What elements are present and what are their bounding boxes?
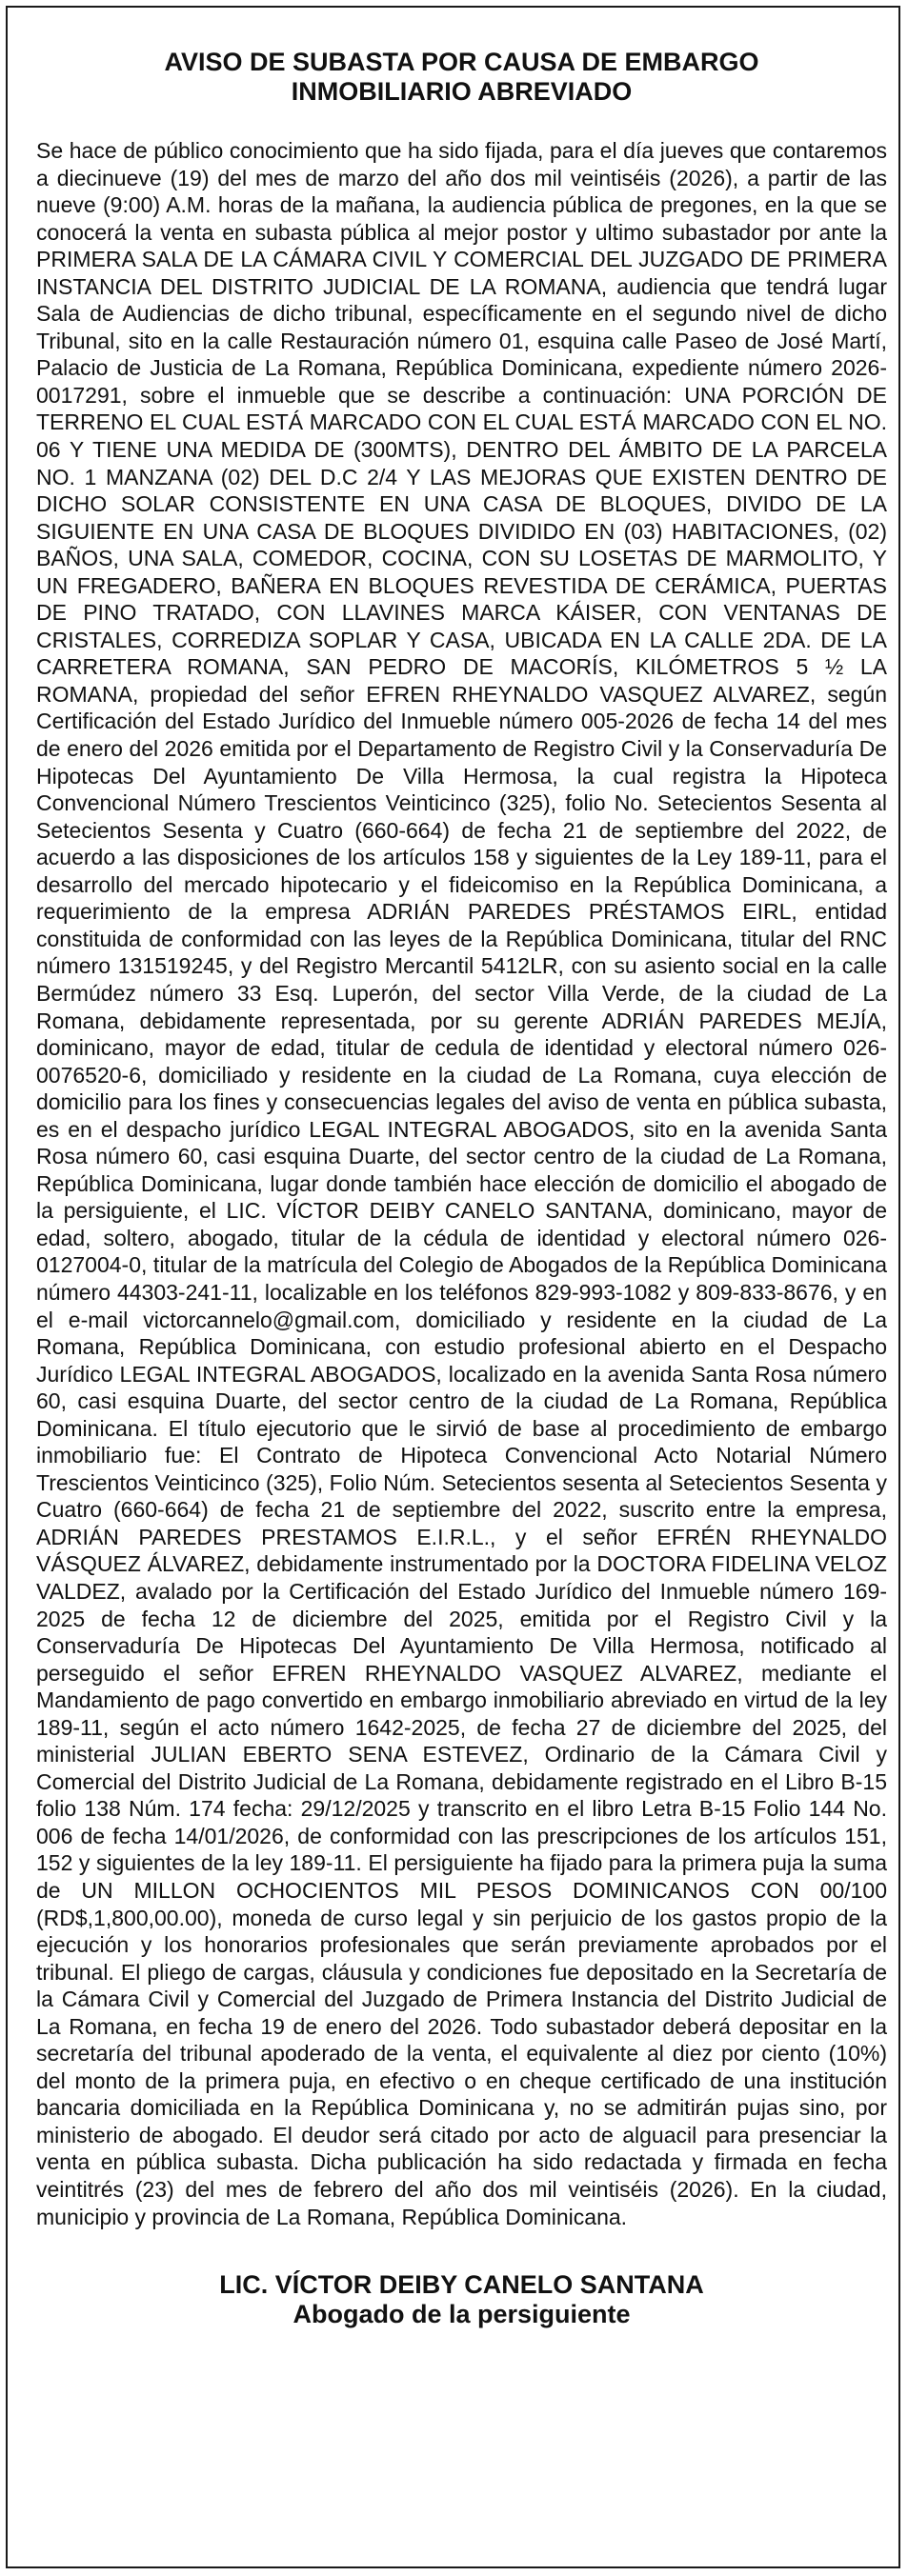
auction-notice: [36, 48, 887, 2329]
notice-title-line1: AVISO DE SUBASTA POR CAUSA DE EMBARGO: [164, 48, 759, 76]
notice-body: Se hace de público conocimiento que ha sido fijada, para el día jueves que contaremos a diecinueve (19) del mes de marzo del año dos mil veintiséis (2026), a partir de las nueve (9:00) A.M. horas de la mañana, la audiencia pública de pregones, en la que se conocerá la venta en subasta pública al mejor postor y ultimo subastador por ante la PRIMERA SALA DE LA CÁMARA CIVIL Y COMERCIAL DEL JUZGADO DE PRIMERA INSTANCIA DEL DISTRITO JUDICIAL DE LA ROMANA, audiencia que tendrá lugar Sala de Audiencias de dicho tribunal, específicamente en el segundo nivel de dicho Tribunal, sito en la calle Restauración número 01, esquina calle Paseo de José Martí, Palacio de Justicia de La Romana, República Dominicana, expediente número 2026-0017291, sobre el inmueble que se describe a continuación: UNA PORCIÓN DE TERRENO EL CUAL ESTÁ MARCADO CON EL CUAL ESTÁ MARCADO CON EL NO. 06 Y TIENE UNA MEDIDA DE (300MTS), DENTRO DEL ÁMBITO DE LA PARCELA NO. 1 MANZANA (02) DEL D.C 2/4 Y LAS MEJORAS QUE EXISTEN DENTRO DE DICHO SOLAR CONSISTENTE EN UNA CASA DE BLOQUES, DIVIDO DE LA SIGUIENTE EN UNA CASA DE BLOQUES DIVIDIDO EN (03) HABITACIONES, (02) BAÑOS, UNA SALA, COMEDOR, COCINA, CON SU LOSETAS DE MARMOLITO, Y UN FREGADERO, BAÑERA EN BLOQUES REVESTIDA DE CERÁMICA, PUERTAS DE PINO TRATADO, CON LLAVINES MARCA KÁISER, CON VENTANAS DE CRISTALES, CORREDIZA SOPLAR Y CASA, UBICADA EN LA CALLE 2DA. DE LA CARRETERA ROMANA, SAN PEDRO DE MACORÍS, KILÓMETROS 5 ½ LA ROMANA, propiedad del señor EFREN RHEYNALDO VASQUEZ ALVAREZ, según Certificación del Estado Jurídico del Inmueble número 005-2026 de fecha 14 del mes de enero del 2026 emitida por el Departamento de Registro Civil y la Conservaduría De Hipotecas Del Ayuntamiento De Villa Hermosa, la cual registra la Hipoteca Convencional Número Trescientos Veinticinco (325), folio No. Setecientos Sesenta al Setecientos Sesenta y Cuatro (660-664) de fecha 21 de septiembre del 2022, de acuerdo a las disposiciones de los artículos 158 y siguientes de la Ley 189-11, para el desarrollo del mercado hipotecario y el fideicomiso en la República Dominicana, a requerimiento de la empresa ADRIÁN PAREDES PRÉSTAMOS EIRL, entidad constituida de conformidad con las leyes de la República Dominicana, titular del RNC número 131519245, y del Registro Mercantil 5412LR, con su asiento social en la calle Bermúdez número 33 Esq. Luperón, del sector Villa Verde, de la ciudad de La Romana, debidamente representada, por su gerente ADRIÁN PAREDES MEJÍA, dominicano, mayor de edad, titular de cedula de identidad y electoral número 026-0076520-6, domiciliado y residente en la ciudad de La Romana, cuya elección de domicilio para los fines y consecuencias legales del aviso de venta en pública subasta, es en el despacho jurídico LEGAL INTEGRAL ABOGADOS, sito en la avenida Santa Rosa número 60, casi esquina Duarte, del sector centro de la ciudad de La Romana, República Dominicana, lugar donde también hace elección de domicilio el abogado de la persiguiente, el LIC. VÍCTOR DEIBY CANELO SANTANA, dominicano, mayor de edad, soltero, abogado, titular de la cédula de identidad y electoral número 026- 0127004-0, titular de la matrícula del Colegio de Abogados de la República Dominicana número 44303-241-11, localizable en los teléfonos 829-993-1082 y 809-833-8676, y en el e-mail victorcannelo@gmail.com, domiciliado y residente en la ciudad de La Romana, República Dominicana, con estudio profesional abierto en el Despacho Jurídico LEGAL INTEGRAL ABOGADOS, localizado en la avenida Santa Rosa número 60, casi esquina Duarte, del sector centro de la ciudad de La Romana, República Dominicana. El título ejecutorio que le sirvió de base al procedimiento de embargo inmobiliario fue: El Contrato de Hipoteca Convencional Acto Notarial Número Trescientos Veinticinco (325), Folio Núm. Setecientos sesenta al Setecientos Sesenta y Cuatro (660-664) de fecha 21 de septiembre del 2022, suscrito entre la empresa, ADRIÁN PAREDES PRESTAMOS E.I.R.L., y el señor EFRÉN RHEYNALDO VÁSQUEZ ÁLVAREZ, debidamente instrumentado por la DOCTORA FIDELINA VELOZ VALDEZ, avalado por la Certificación del Estado Jurídico del Inmueble número 169-2025 de fecha 12 de diciembre del 2025, emitida por el Registro Civil y la Conservaduría De Hipotecas Del Ayuntamiento De Villa Hermosa, notificado al perseguido el señor EFREN RHEYNALDO VASQUEZ ALVAREZ, mediante el Mandamiento de pago convertido en embargo inmobiliario abreviado en virtud de la ley 189-11, según el acto número 1642-2025, de fecha 27 de diciembre del 2025, del ministerial JULIAN EBERTO SENA ESTEVEZ, Ordinario de la Cámara Civil y Comercial del Distrito Judicial de La Romana, debidamente registrado en el Libro B-15 folio 138 Núm. 174 fecha: 29/12/2025 y transcrito en el libro Letra B-15 Folio 144 No. 006 de fecha 14/01/2026, de conformidad con las prescripciones de los artículos 151, 152 y siguientes de la ley 189-11. El persiguiente ha fijado para la primera puja la suma de UN MILLON OCHOCIENTOS MIL PESOS DOMINICANOS CON 00/100 (RD$,1,800,00.00), moneda de curso legal y sin perjuicio de los gastos propio de la ejecución y los honorarios profesionales que serán previamente aprobados por el tribunal. El pliego de cargas, cláusula y condiciones fue depositado en la Secretaría de la Cámara Civil y Comercial del Juzgado de Primera Instancia del Distrito Judicial de La Romana, en fecha 19 de enero del 2026. Todo subastador deberá depositar en la secretaría del tribunal apoderado de la venta, el equivalente al diez por ciento (10%) del monto de la primera puja, en efectivo o en cheque certificado de una institución bancaria domiciliada en la República Dominicana y, no se admitirán pujas sino, por ministerio de abogado. El deudor será citado por acto de alguacil para presenciar la venta en pública subasta. Dicha publicación ha sido redactada y firmada en fecha veintitrés (23) del mes de febrero del año dos mil veintiséis (2026). En la ciudad, municipio y provincia de La Romana, República Dominicana.: [36, 138, 887, 2229]
signature-role: Abogado de la persiguiente: [293, 2300, 631, 2329]
notice-title: [36, 48, 887, 107]
signature-block: [36, 2270, 887, 2329]
notice-border: [6, 6, 900, 2568]
notice-title-line2: INMOBILIARIO ABREVIADO: [291, 77, 633, 106]
signature-name: LIC. VÍCTOR DEIBY CANELO SANTANA: [219, 2270, 704, 2300]
